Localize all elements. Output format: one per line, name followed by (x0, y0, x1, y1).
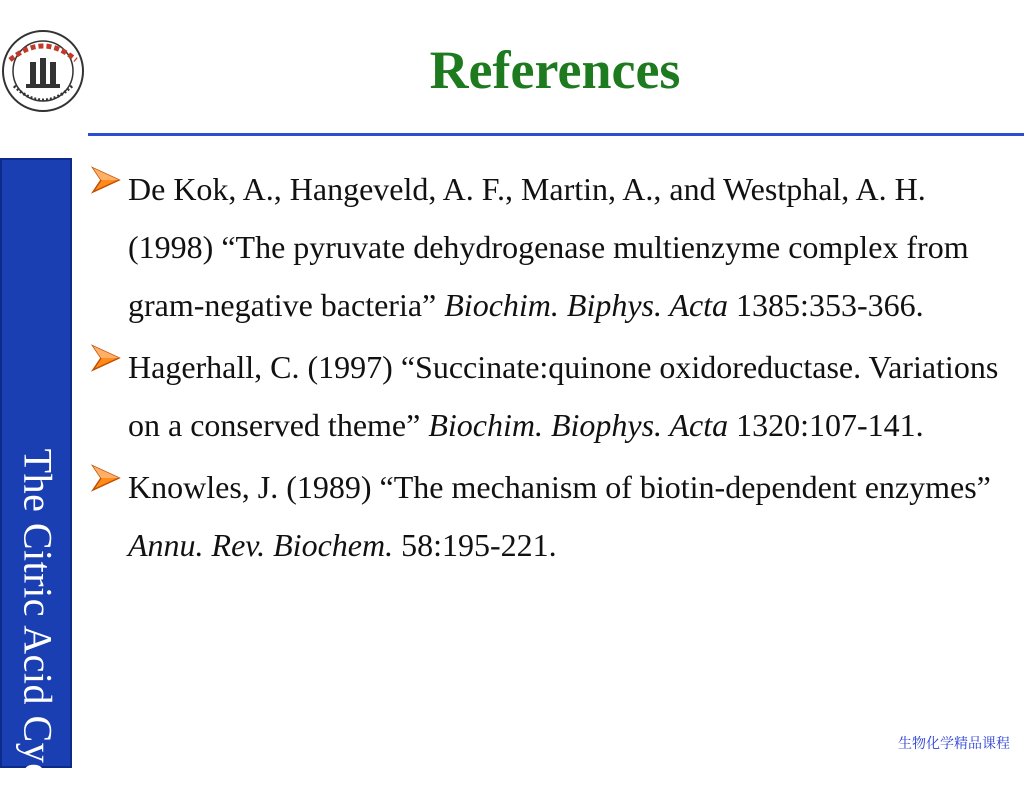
arrow-bullet-icon (90, 164, 122, 196)
university-seal-icon (0, 28, 86, 114)
course-footer: 生物化学精品课程 (898, 736, 1010, 752)
title-divider (88, 133, 1024, 136)
reference-journal: Annu. Rev. Biochem. (128, 527, 394, 563)
page-title: References (429, 40, 681, 100)
reference-text: Hagerhall, C. (1997) “Succinate:quinone oxidoreductase. Variations on a conserved theme” (128, 349, 999, 443)
arrow-bullet-icon (90, 462, 122, 494)
reference-volume: 1385:353-366. (728, 287, 924, 323)
reference-journal: Biochim. Biophys. Acta (428, 407, 729, 443)
reference-item (90, 338, 1010, 454)
sidebar-band (0, 158, 72, 811)
reference-journal: Biochim. Biphys. Acta (444, 287, 729, 323)
university-logo (0, 28, 86, 114)
reference-text: Knowles, J. (1989) “The mechanism of biotin-dependent enzymes” (128, 469, 991, 505)
sidebar-title: The Citric Acid Cycle (15, 448, 61, 811)
reference-list (90, 160, 1010, 578)
reference-text: De Kok, A., Hangeveld, A. F., Martin, A., and Westphal, A. H. (1998) “The pyruvate dehydrogenase multienzyme complex from gram-negative bacteria” (128, 171, 969, 323)
reference-item (90, 160, 1010, 334)
reference-item (90, 458, 1010, 574)
reference-volume: 58:195-221. (393, 527, 557, 563)
reference-volume: 1320:107-141. (728, 407, 924, 443)
arrow-bullet-icon (90, 342, 122, 374)
